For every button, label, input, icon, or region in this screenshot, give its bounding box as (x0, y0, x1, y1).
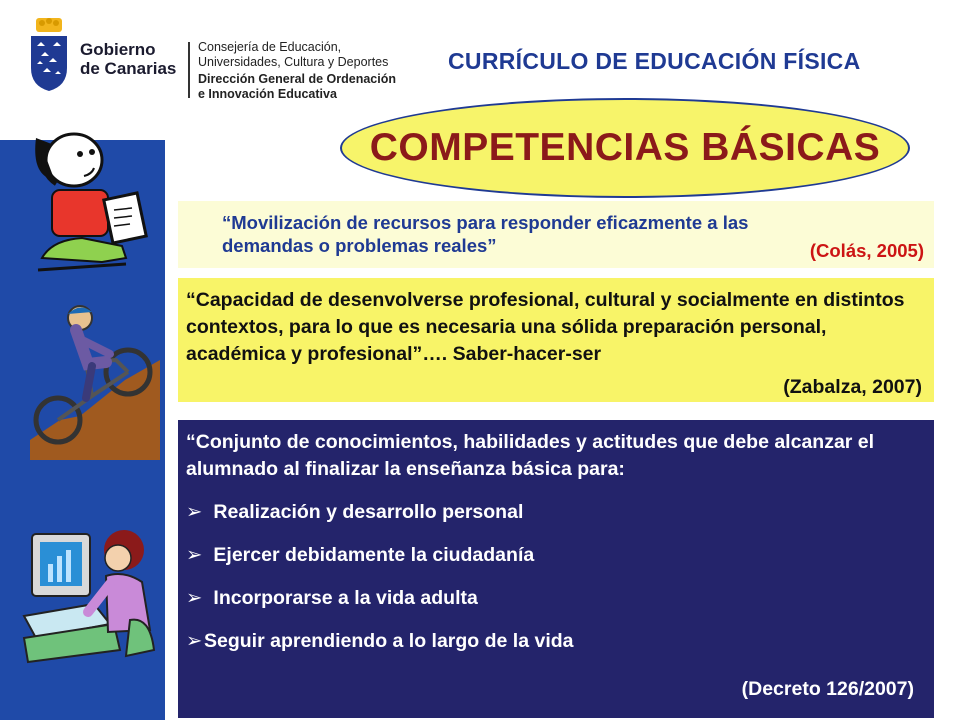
definition-box-zabalza (178, 278, 934, 402)
citation: (Decreto 126/2007) (741, 678, 914, 700)
arrowhead-bullet-icon: ➢ (186, 630, 203, 652)
definition-text: “Capacidad de desenvolverse profesional, cultural y socialmente en distintos contextos, para lo que es necesaria una sólida preparación personal, académica y profesional”…. Saber-hacer-ser (186, 289, 905, 365)
computer-user-clipart (14, 520, 164, 670)
reading-person-clipart (22, 130, 152, 280)
cyclist-clipart (30, 300, 160, 460)
slide-title: COMPETENCIAS BÁSICAS (369, 126, 881, 169)
crest-icon (28, 18, 70, 92)
definition-text: “Movilización de recursos para responder eficazmente a las demandas o problemas reales” (222, 212, 749, 256)
list-item: ➢ Realización y desarrollo personal (186, 501, 524, 523)
list-item: ➢ Ejercer debidamente la ciudadanía (186, 544, 535, 566)
definition-box-colas (178, 201, 934, 268)
objectives-list (186, 500, 926, 672)
citation: (Colás, 2005) (809, 240, 924, 261)
list-item: ➢ Incorporarse a la vida adulta (186, 587, 478, 609)
list-item: ➢Seguir aprendiendo a lo largo de la vida (186, 630, 574, 652)
government-name: Gobierno de Canarias (80, 40, 177, 78)
definition-text: “Conjunto de conocimientos, habilidades y actitudes que debe alcanzar el alumnado al finalizar la enseñanza básica para: (186, 431, 875, 480)
citation: (Zabalza, 2007) (783, 376, 922, 398)
logo-separator (188, 42, 190, 98)
definition-box-decreto (178, 420, 934, 718)
arrowhead-bullet-icon: ➢ (186, 544, 203, 566)
arrowhead-bullet-icon: ➢ (186, 501, 203, 523)
curriculum-heading: CURRÍCULO DE EDUCACIÓN FÍSICA (448, 48, 861, 74)
department-name: Consejería de Educación, Universidades, Cultura y Deportes Dirección General de Ordenación e Innovación Educativa (198, 40, 396, 101)
arrowhead-bullet-icon: ➢ (186, 587, 203, 609)
